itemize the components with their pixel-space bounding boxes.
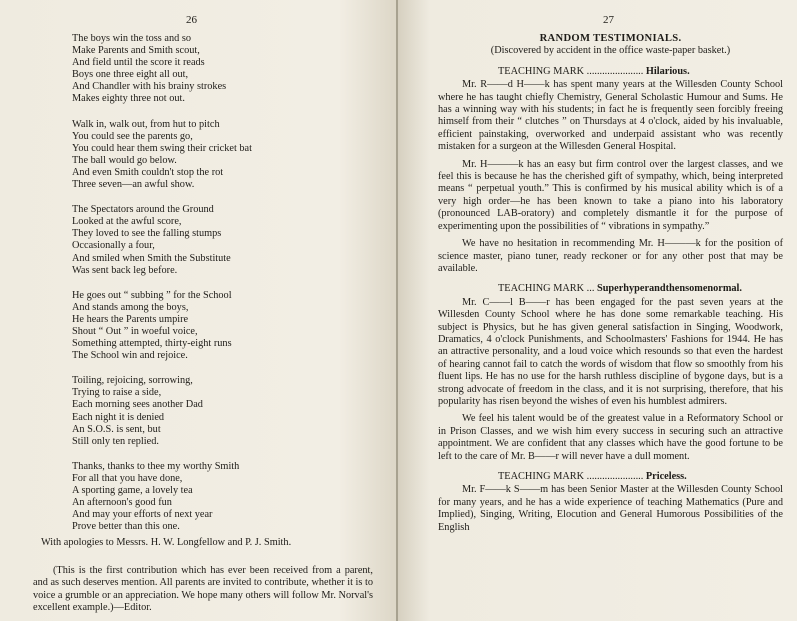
testimonial-paragraph: Mr. C——l B——r has been engaged for the past seven years at the Willesden County School where he has done some remarkable teaching. His subject is Physics, but he has given general satisfaction in Singing, Woodwork, Dramatics, 4 o'clock Punishments, and Schoolmasters' Fashions for 1944. He has an attractive personality, and a loud voice which resounds so that even the hardest of hearing cannot fail to catch the words of wisdom that flow so smoothly from his fluent lips. He has no use for the harsh ruthless discipline of bygone days, but is a strong advocate of freedom in the class, and it is not surprising, therefore, that his popularity has risen beyond the wishes of even his humblest admirers. [438, 296, 783, 407]
mark-value: Hilarious. [645, 65, 690, 77]
poem-line: And field until the score it reads [72, 57, 205, 69]
editor-note-text: (This is the first contribution which has ever been received from a parent, and as such deserves mention. All parents are invited to contribute, whether it is to voice a grumble or an appreciation. We hope many others will follow Mr. Norval's excellent example.)—Editor. [33, 565, 373, 613]
testimonial-paragraph: We have no hesitation in recommending Mr. H———k for the position of science master, piano tuner, ready reckoner or for any other post that may be available. [438, 238, 783, 274]
poem-line: Still only ten replied. [72, 435, 159, 447]
page-number-right: 27 [603, 14, 614, 26]
editor-note [33, 565, 373, 614]
poem-line: The ball would go below. [72, 154, 177, 166]
testimonial-paragraph: Mr. R——d H——k has spent many years at the Willesden County School where he has taught chiefly Chemistry, General Scholastic Humour and Sums. He has a winning way with his students; in fact he is frequently seen forcibly freeing himself from their “ clutches ” on Thursdays at 4 o'clock, aided by his invaluable, efficient painstaking, overworked and underpaid assistant who was recently mistaken for a surgeon at the Willesden General Hospital. [438, 79, 783, 153]
poem-line: Thanks, thanks to thee my worthy Smith [72, 460, 240, 472]
poem-stanza-6 [72, 461, 372, 534]
poem-line: Shout “ Out ” in woeful voice, [72, 325, 198, 337]
poem-stanza-2 [72, 119, 372, 192]
poem-line: And Chandler with his brainy strokes [72, 81, 227, 93]
poem-stanza-4 [72, 290, 372, 363]
poem-line: A sporting game, a lovely tea [72, 485, 193, 496]
poem-line: Makes eighty three not out. [72, 93, 185, 105]
poem-line: The School win and rejoice. [72, 350, 188, 362]
poem-line: And stands among the boys, [72, 301, 189, 313]
mark-value: Priceless. [645, 471, 687, 482]
poem-line: Each night it is denied [72, 411, 165, 423]
mark-label: TEACHING MARK ... [498, 283, 597, 295]
poem-line: You could hear them swing their cricket bat [72, 142, 252, 154]
testimonials-column [438, 33, 783, 539]
poem-line: Walk in, walk out, from hut to pitch [72, 118, 220, 130]
poem-stanza-5 [72, 375, 372, 448]
poem-line: And may your efforts of next year [72, 509, 213, 521]
poem-line: Three seven—an awful show. [72, 179, 195, 191]
left-page [0, 0, 398, 621]
cricket-poem [72, 33, 372, 546]
poem-line: The Spectators around the Ground [72, 204, 214, 216]
poem-line: He hears the Parents umpire [72, 313, 189, 325]
mark-label: TEACHING MARK ...................... [498, 65, 646, 77]
section-subtitle: (Discovered by accident in the office waste-paper basket.) [490, 45, 731, 57]
right-page [398, 0, 797, 621]
testimonial-paragraph: Mr. H———k has an easy but firm control over the largest classes, and we feel this is because he has the cherished gift of sympathy, which, being interpreted means “ perpetual youth.” This is confirmed by his musical ability which is of a very high order—he has been known to take a piano into his laboratory (pronounced LAB-oratory) and completely dismantle it for the purpose of experimenting upon the possibilities of “ vibrations in sympathy.” [438, 158, 783, 232]
poem-line: You could see the parents go, [72, 130, 193, 142]
testimonial-paragraph: Mr. F——k S——m has been Senior Master at the Willesden County School for many years, and he has a wide experience of teaching Mathematics (Pure and Implied), Singing, Writing, Elocution and General Humorous Possibilities of the English [438, 484, 783, 533]
poem-line: And smiled when Smith the Substitute [72, 252, 231, 264]
apology-line: With apologies to Messrs. H. W. Longfellow and P. J. Smith. [41, 537, 292, 548]
poem-line: Was sent back leg before. [72, 264, 178, 276]
poem-line: Occasionally a four, [72, 240, 155, 252]
poem-line: Make Parents and Smith scout, [72, 45, 200, 57]
teaching-mark-3 [498, 471, 783, 483]
poem-line: An afternoon's good fun [72, 497, 172, 509]
poem-line: Something attempted, thirty-eight runs [72, 338, 232, 350]
poem-line: Toiling, rejoicing, sorrowing, [72, 375, 193, 387]
poem-line: An S.O.S. is sent, but [72, 423, 161, 435]
poem-line: Boys one three eight all out, [72, 69, 189, 81]
teaching-mark-2 [498, 283, 783, 295]
testimonial-paragraph: We feel his talent would be of the greatest value in a Reformatory School or in Prison Classes, and we wish him every success in securing such an attractive appointment. We are confident that any classes which have the good fortune to be left to the care of Mr. B——r will never have a dull moment. [438, 413, 783, 462]
poem-line: They loved to see the falling stumps [72, 228, 222, 240]
poem-line: And even Smith couldn't stop the rot [72, 166, 224, 178]
mark-label: TEACHING MARK ...................... [498, 471, 646, 482]
poem-line: Looked at the awful score, [72, 216, 182, 228]
poem-line: The boys win the toss and so [72, 33, 191, 44]
poem-stanza-1 [72, 33, 372, 106]
section-title: RANDOM TESTIMONIALS. [539, 33, 682, 44]
poem-stanza-3 [72, 204, 372, 277]
teaching-mark-1 [498, 66, 783, 78]
poem-line: Each morning sees another Dad [72, 399, 203, 411]
poem-line: For all that you have done, [72, 472, 183, 484]
page-number-left: 26 [186, 14, 197, 26]
poem-line: Trying to raise a side, [72, 387, 162, 399]
poem-line: He goes out “ subbing ” for the School [72, 289, 232, 301]
mark-value: Superhyperandthensomenormal. [596, 283, 742, 295]
poem-line: Prove better than this one. [72, 521, 180, 533]
